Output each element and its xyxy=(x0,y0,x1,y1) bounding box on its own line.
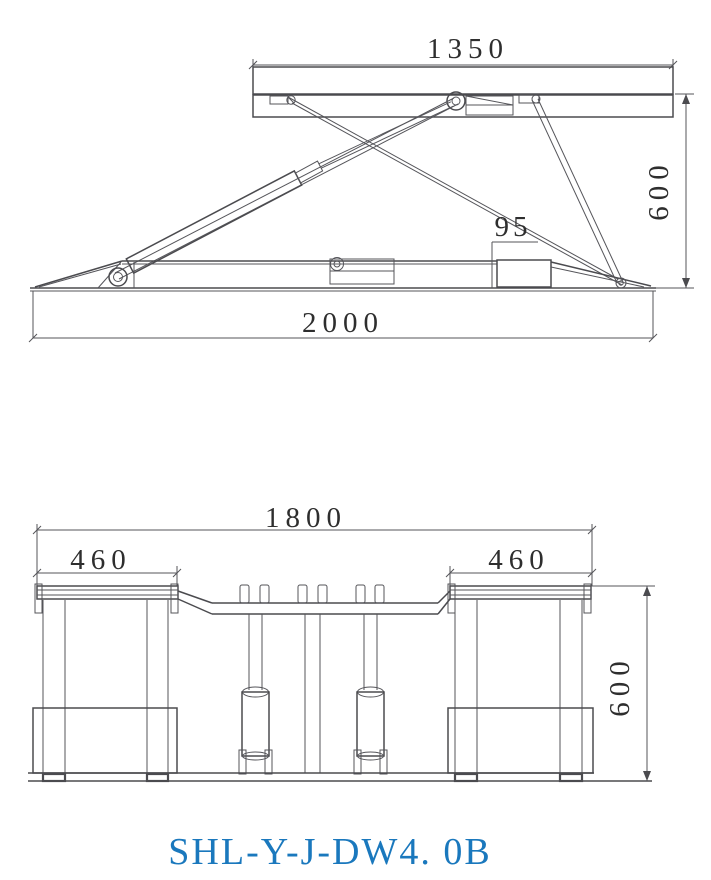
dim-600-side-label: 600 xyxy=(643,159,675,221)
dim-460-left-label: 460 xyxy=(70,544,132,576)
dim-1350-label: 1350 xyxy=(427,33,509,65)
model-label: SHL-Y-J-DW4. 0B xyxy=(168,831,492,873)
dim-1800-label: 1800 xyxy=(265,502,347,534)
dim-600-front-label: 600 xyxy=(604,655,636,717)
dim-95-label: 95 xyxy=(494,211,532,243)
dim-2000-label: 2000 xyxy=(302,307,384,339)
dim-460-right-label: 460 xyxy=(488,544,550,576)
